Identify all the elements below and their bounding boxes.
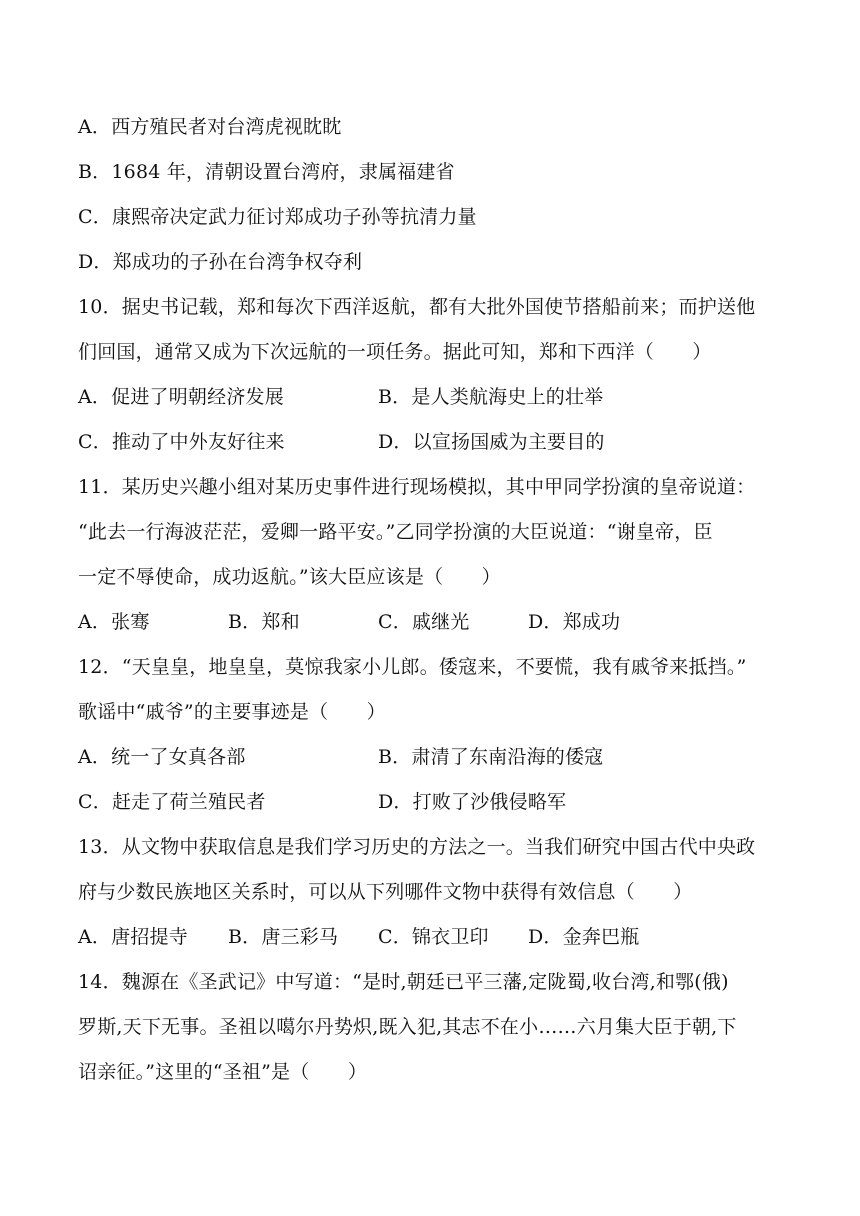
- q9-option-b: B．1684 年，清朝设置台湾府，隶属福建省: [78, 161, 455, 183]
- q12-option-b: B．肃清了东南沿海的倭寇: [378, 746, 604, 768]
- q11-option-c: C．戚继光: [378, 611, 470, 633]
- q14-stem-line-3: 诏亲征。”这里的“圣祖”是（ ）: [78, 1061, 368, 1083]
- q13-stem-line-2: 府与少数民族地区关系时，可以从下列哪件文物中获得有效信息（ ）: [78, 881, 693, 903]
- q12-option-d: D．打败了沙俄侵略军: [378, 791, 567, 813]
- q14-stem-line-2: 罗斯,天下无事。圣祖以噶尔丹势炽,既入犯,其志不在小……六月集大臣于朝,下: [78, 1016, 737, 1038]
- q10-stem-line-2: 们回国，通常又成为下次远航的一项任务。据此可知，郑和下西洋（ ）: [78, 341, 712, 363]
- q12-stem-line-2: 歌谣中“戚爷”的主要事迹是（ ）: [78, 701, 386, 723]
- q12-stem-line-1: 12．“天皇皇，地皇皇，莫惊我家小儿郎。倭寇来，不要慌，我有戚爷来抵挡。”: [78, 656, 747, 678]
- q9-option-d: D．郑成功的子孙在台湾争权夺利: [78, 251, 363, 273]
- q11-stem-line-3: 一定不辱使命，成功返航。”该大臣应该是（ ）: [78, 566, 501, 588]
- q10-option-d: D．以宣扬国威为主要目的: [378, 431, 605, 453]
- q11-stem-line-2: “此去一行海波茫茫，爱卿一路平安。”乙同学扮演的大臣说道：“谢皇帝，臣: [78, 521, 713, 543]
- q9-option-a: A．西方殖民者对台湾虎视眈眈: [78, 116, 342, 138]
- q13-option-b: B．唐三彩马: [228, 926, 339, 948]
- q13-option-c: C．锦衣卫印: [378, 926, 489, 948]
- q13-option-d: D．金奔巴瓶: [528, 926, 640, 948]
- q10-stem-line-1: 10．据史书记载，郑和每次下西洋返航，都有大批外国使节搭船前来；而护送他: [78, 296, 756, 318]
- q10-option-a: A．促进了明朝经济发展: [78, 386, 284, 408]
- q13-stem-line-1: 13．从文物中获取信息是我们学习历史的方法之一。当我们研究中国古代中央政: [78, 836, 756, 858]
- q11-stem-line-1: 11．某历史兴趣小组对某历史事件进行现场模拟，其中甲同学扮演的皇帝说道：: [78, 476, 756, 498]
- q11-option-b: B．郑和: [228, 611, 300, 633]
- q12-option-c: C．赶走了荷兰殖民者: [78, 791, 266, 813]
- q14-stem-line-1: 14．魏源在《圣武记》中写道：“是时,朝廷已平三藩,定陇蜀,收台湾,和鄂(俄): [78, 971, 729, 993]
- q11-option-a: A．张骞: [78, 611, 150, 633]
- q10-option-c: C．推动了中外友好往来: [78, 431, 285, 453]
- q11-option-d: D．郑成功: [528, 611, 621, 633]
- q9-option-c: C．康熙帝决定武力征讨郑成功子孙等抗清力量: [78, 206, 477, 228]
- q10-option-b: B．是人类航海史上的壮举: [378, 386, 604, 408]
- q12-option-a: A．统一了女真各部: [78, 746, 246, 768]
- q13-option-a: A．唐招提寺: [78, 926, 188, 948]
